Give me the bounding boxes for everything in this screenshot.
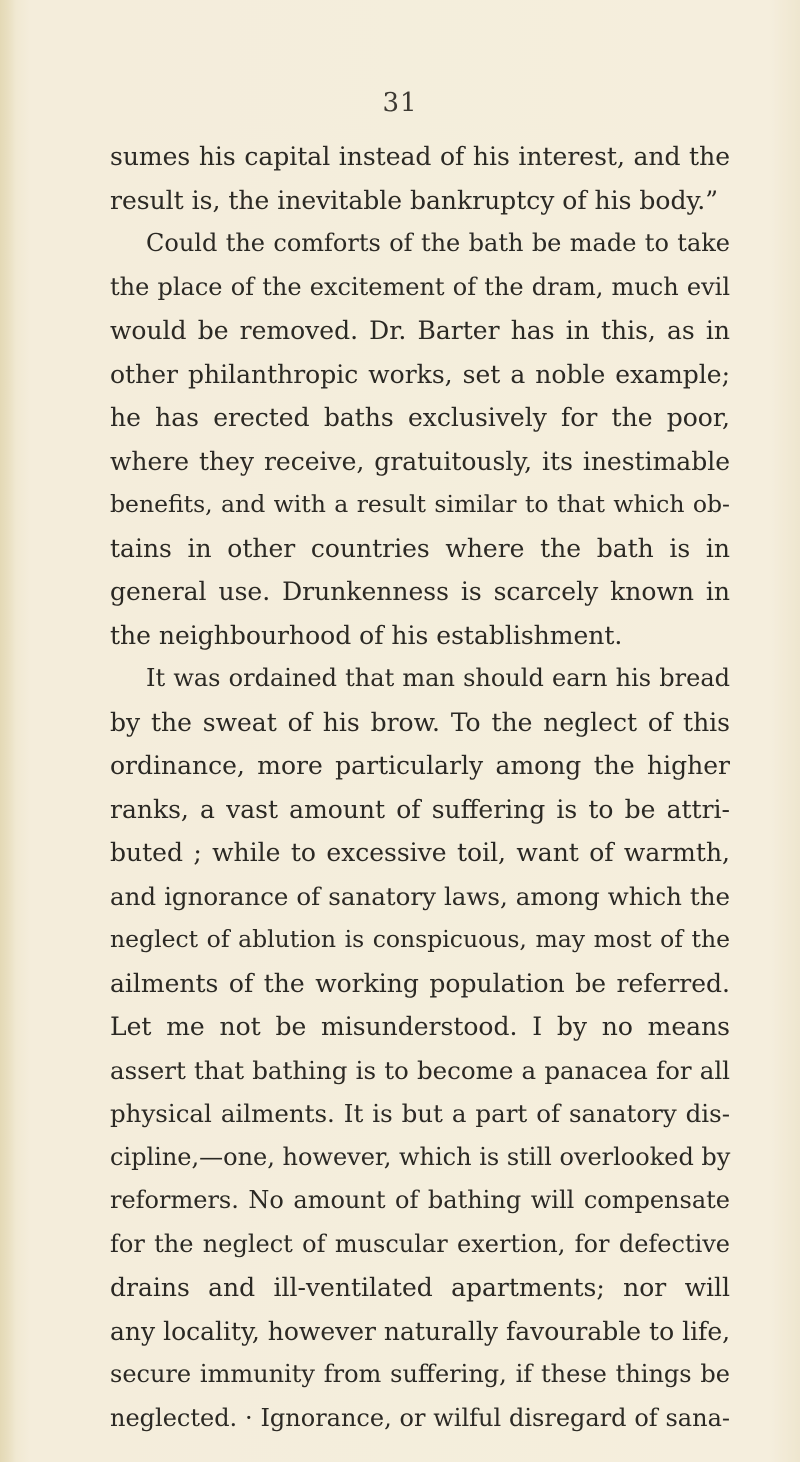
text-line: and ignorance of sanatory laws, among which the xyxy=(110,881,730,911)
text-line: tains in other countries where the bath is in xyxy=(110,533,730,563)
text-line: he has erected baths exclusively for the poor, xyxy=(110,403,730,432)
text-line: would be removed. Dr. Barter has in this, as in xyxy=(110,316,730,345)
text-line: ordinance, more particularly among the higher xyxy=(110,751,730,780)
text-line: ranks, a vast amount of suffering is to be attri- xyxy=(110,794,730,824)
text-line: buted ; while to excessive toil, want of warmth, xyxy=(110,838,730,867)
text-line: reformers. No amount of bathing will compensate xyxy=(110,1186,730,1214)
text-line: any locality, however naturally favourable to life, xyxy=(110,1316,731,1346)
text-line: the neighbourhood of his establishment. xyxy=(110,620,623,650)
text-line: result is, the inevitable bankruptcy of his body.” xyxy=(110,185,719,215)
text-line: by the sweat of his brow. To the neglect of this xyxy=(110,707,730,737)
page-gutter-shadow xyxy=(0,0,16,1462)
text-line: general use. Drunkenness is scarcely known in xyxy=(110,577,730,606)
body-text xyxy=(110,135,730,1440)
text-line: assert that bathing is to become a panacea for all xyxy=(110,1055,730,1085)
text-line: drains and ill-ventilated apartments; nor will xyxy=(110,1273,730,1302)
text-line: physical ailments. It is but a part of sanatory dis- xyxy=(110,1099,730,1128)
text-line: other philanthropic works, set a noble example; xyxy=(110,359,730,389)
text-line: benefits, and with a result similar to that which ob- xyxy=(110,490,730,518)
text-line: the place of the excitement of the dram, much evil xyxy=(110,272,730,301)
text-line: cipline,—one, however, which is still overlooked by xyxy=(110,1142,731,1171)
text-line: sumes his capital instead of his interest, and the xyxy=(110,142,730,171)
text-line: secure immunity from suffering, if these things be xyxy=(110,1360,730,1388)
text-line: Could the comforts of the bath be made to take xyxy=(146,229,730,257)
text-line: It was ordained that man should earn his bread xyxy=(146,664,730,692)
text-line: neglect of ablution is conspicuous, may most of the xyxy=(110,925,730,953)
text-line: for the neglect of muscular exertion, for defective xyxy=(110,1229,730,1258)
text-line: Let me not be misunderstood. I by no means xyxy=(110,1012,730,1041)
page-number: 31 xyxy=(382,88,418,118)
text-line: ailments of the working population be referred. xyxy=(110,968,730,998)
text-line: where they receive, gratuitously, its inestimable xyxy=(110,446,730,476)
text-line: neglected. · Ignorance, or wilful disregard of sana- xyxy=(110,1403,730,1432)
